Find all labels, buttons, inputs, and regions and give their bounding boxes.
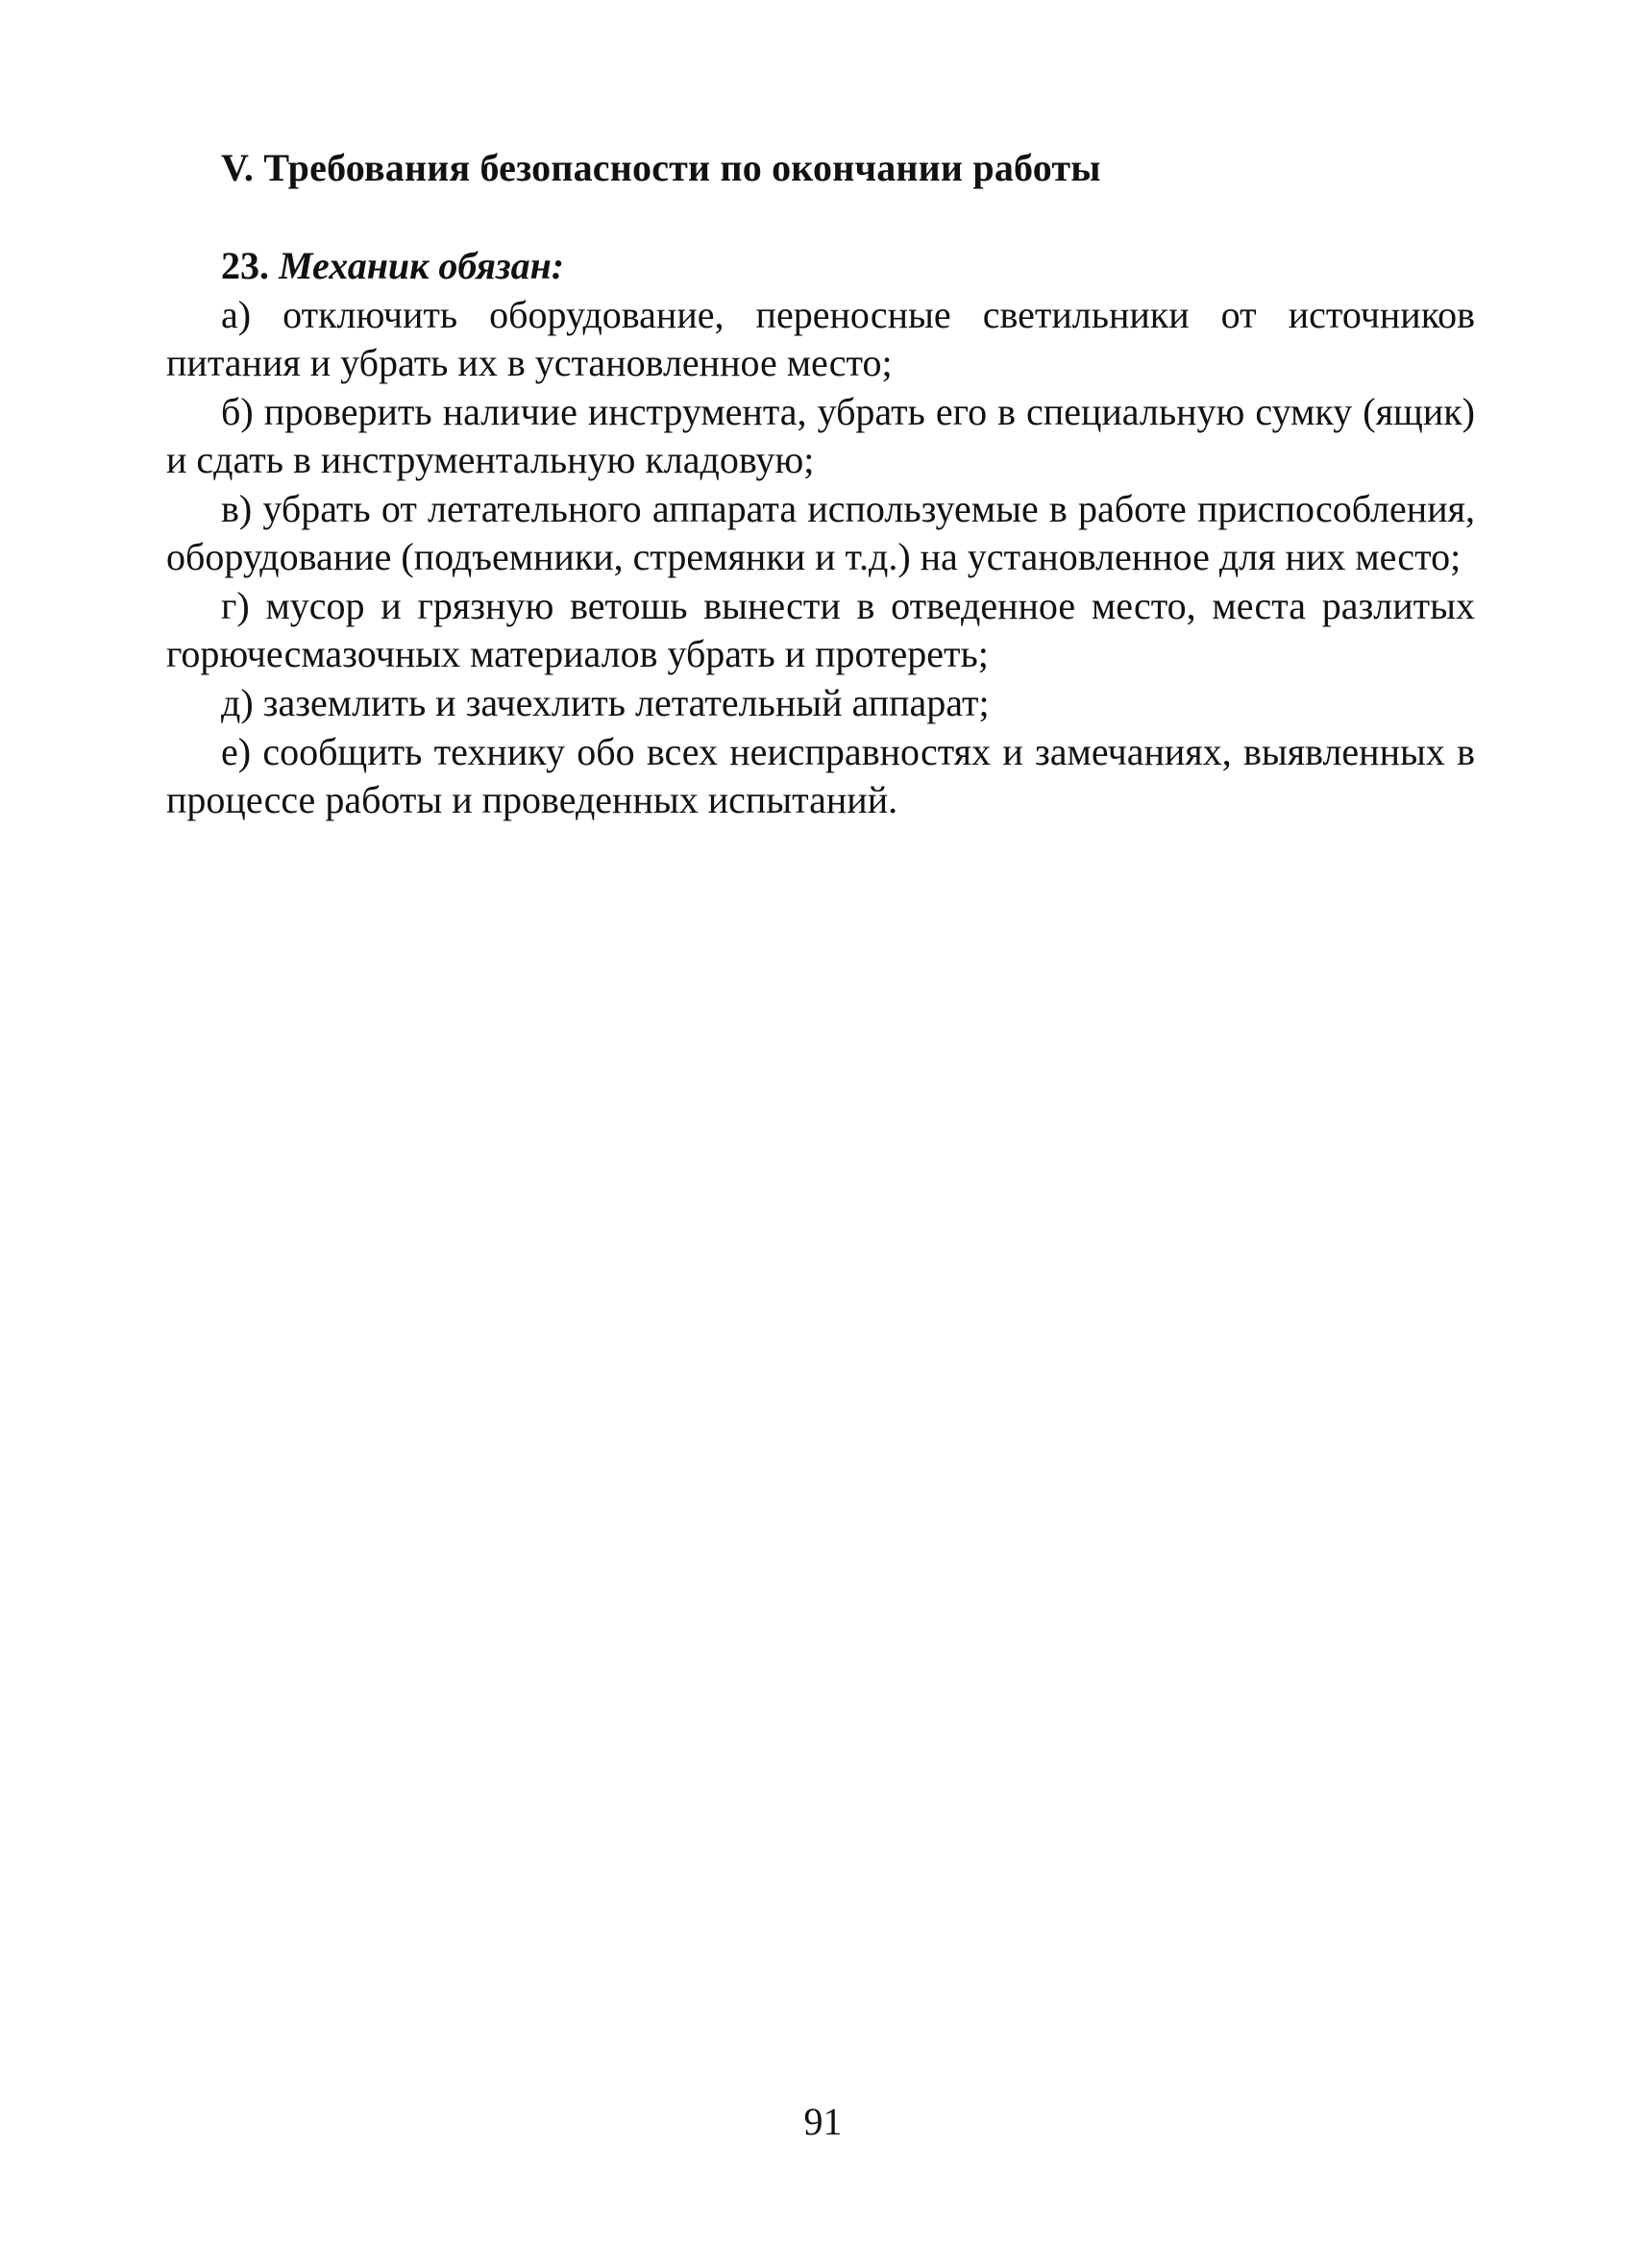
- requirements-list: [166, 291, 1475, 824]
- clause-label: Механик обязан:: [279, 244, 565, 287]
- list-item: е) сообщить технику обо всех неисправностях и замечаниях, выявленных в процессе работы и проведенных испытаний.: [166, 730, 1475, 821]
- list-item: г) мусор и грязную ветошь вынести в отведенное место, места разлитых горючесмазочных материалов убрать и протереть;: [166, 584, 1475, 675]
- list-item: в) убрать от летательного аппарата используемые в работе приспособления, оборудование (подъемники, стремянки и т.д.) на установленное для них место;: [166, 487, 1475, 578]
- clause-heading: [166, 242, 1475, 290]
- list-item: б) проверить наличие инструмента, убрать его в специальную сумку (ящик) и сдать в инструментальную кладовую;: [166, 390, 1475, 481]
- page-content: [166, 142, 1475, 824]
- list-item: а) отключить оборудование, переносные светильники от источников питания и убрать их в установленное место;: [166, 293, 1475, 384]
- page-number: 91: [803, 2100, 843, 2143]
- section-title: V. Требования безопасности по окончании работы: [221, 146, 1101, 189]
- clause-number: 23.: [221, 244, 269, 287]
- list-item: д) заземлить и зачехлить летательный аппарат;: [221, 681, 990, 724]
